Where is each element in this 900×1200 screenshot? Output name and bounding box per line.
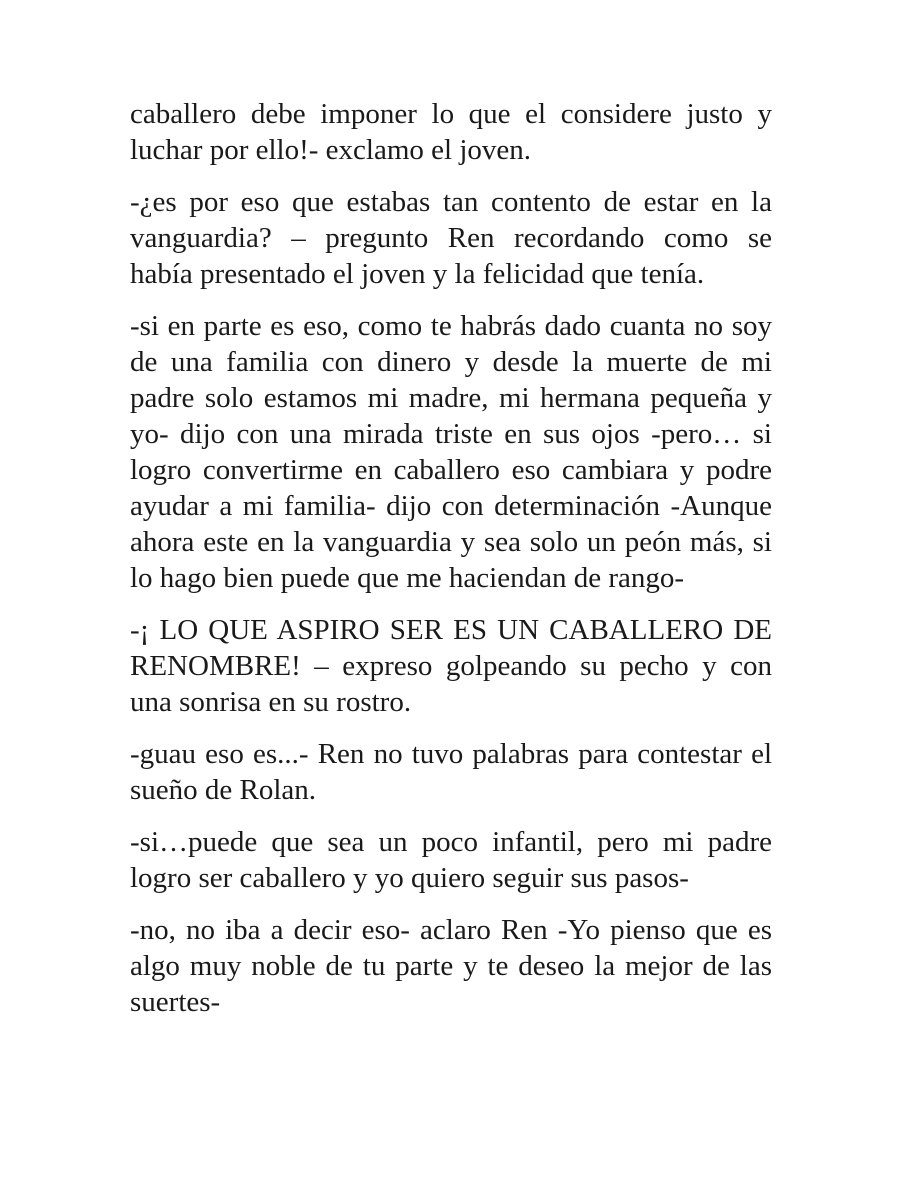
text-line: -¿es por eso que estabas tan contento de estar en la [130, 186, 772, 218]
text-line: -guau eso es...- Ren no tuvo palabras para contestar el [130, 738, 772, 770]
text-line: logro ser caballero y yo quiero seguir sus pasos- [130, 862, 689, 894]
text-line: lo hago bien puede que me haciendan de rango- [130, 562, 685, 594]
text-line: yo- dijo con una mirada triste en sus ojos -pero… si [130, 418, 772, 450]
text-line: ayudar a mi familia- dijo con determinación -Aunque [130, 490, 772, 522]
text-line: luchar por ello!- exclamo el joven. [130, 134, 532, 166]
paragraph [130, 912, 772, 1020]
paragraph [130, 96, 772, 168]
paragraph [130, 736, 772, 808]
text-line: de una familia con dinero y desde la muerte de mi [130, 346, 772, 378]
text-line: sueño de Rolan. [130, 774, 317, 806]
text-line: -si…puede que sea un poco infantil, pero mi padre [130, 826, 772, 858]
text-line: -¡ LO QUE ASPIRO SER ES UN CABALLERO DE [130, 614, 772, 646]
text-line: algo muy noble de tu parte y te deseo la mejor de las [130, 950, 772, 982]
text-line: caballero debe imponer lo que el considere justo y [130, 98, 772, 130]
paragraph [130, 612, 772, 720]
paragraph [130, 824, 772, 896]
text-line: padre solo estamos mi madre, mi hermana pequeña y [130, 382, 772, 414]
text-line: -no, no iba a decir eso- aclaro Ren -Yo pienso que es [130, 914, 772, 946]
text-line: -si en parte es eso, como te habrás dado cuanta no soy [130, 310, 772, 342]
document-page [130, 96, 772, 1036]
text-line: había presentado el joven y la felicidad que tenía. [130, 258, 705, 290]
paragraph [130, 308, 772, 596]
text-line: una sonrisa en su rostro. [130, 686, 412, 718]
text-line: ahora este en la vanguardia y sea solo un peón más, si [130, 526, 772, 558]
text-line: logro convertirme en caballero eso cambiara y podre [130, 454, 772, 486]
paragraph [130, 184, 772, 292]
text-line: suertes- [130, 986, 221, 1018]
text-line: vanguardia? – pregunto Ren recordando como se [130, 222, 772, 254]
text-line: RENOMBRE! – expreso golpeando su pecho y con [130, 650, 772, 682]
